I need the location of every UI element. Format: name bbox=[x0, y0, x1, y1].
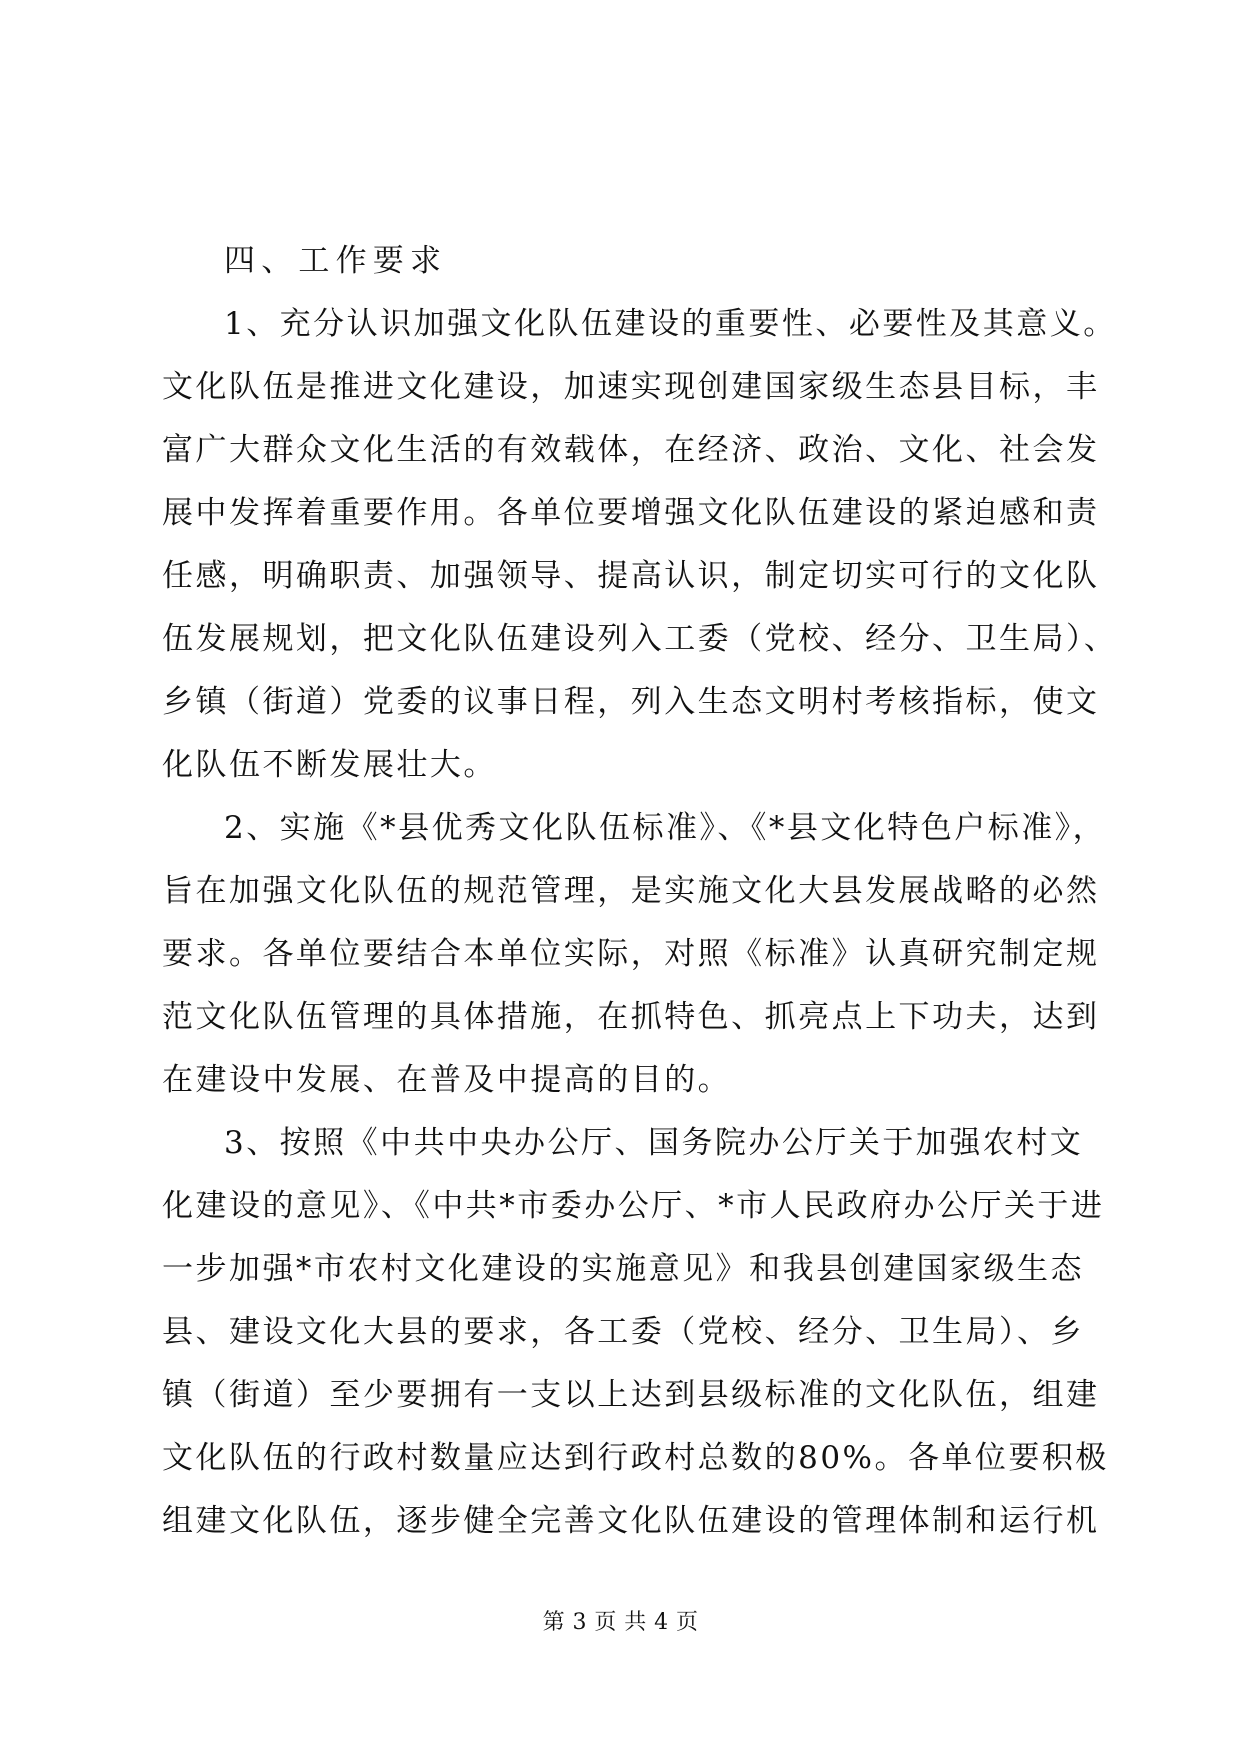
paragraph-line: 展中发挥着重要作用。各单位要增强文化队伍建设的紧迫感和责 bbox=[162, 495, 1100, 531]
paragraph-line: 乡镇（街道）党委的议事日程，列入生态文明村考核指标，使文 bbox=[162, 684, 1100, 720]
paragraph-line: 化建设的意见》、《中共*市委办公厅、*市人民政府办公厅关于进 bbox=[162, 1188, 1105, 1224]
page-number-footer: 第 3 页 共 4 页 bbox=[542, 1610, 699, 1635]
paragraph-line: 富广大群众文化生活的有效载体，在经济、政治、文化、社会发 bbox=[162, 432, 1100, 468]
section-heading: 四、工作要求 bbox=[224, 243, 448, 279]
paragraph-line: 2、实施《*县优秀文化队伍标准》、《*县文化特色户标准》， bbox=[224, 810, 1107, 846]
paragraph-line: 伍发展规划，把文化队伍建设列入工委（党校、经分、卫生局）、 bbox=[162, 621, 1118, 657]
paragraph-line: 任感，明确职责、加强领导、提高认识，制定切实可行的文化队 bbox=[162, 558, 1100, 594]
paragraph-line: 旨在加强文化队伍的规范管理，是实施文化大县发展战略的必然 bbox=[162, 873, 1100, 909]
paragraph-line: 3、按照《中共中央办公厅、国务院办公厅关于加强农村文 bbox=[224, 1125, 1084, 1161]
paragraph-line: 要求。各单位要结合本单位实际，对照《标准》认真研究制定规 bbox=[162, 936, 1100, 972]
paragraph-1 bbox=[162, 293, 1118, 797]
paragraph-3 bbox=[162, 1112, 1109, 1553]
paragraph-line: 化队伍不断发展壮大。 bbox=[162, 747, 497, 783]
paragraph-line: 1、充分认识加强文化队伍建设的重要性、必要性及其意义。 bbox=[224, 306, 1117, 342]
paragraph-line: 在建设中发展、在普及中提高的目的。 bbox=[162, 1062, 732, 1098]
paragraph-line: 文化队伍的行政村数量应达到行政村总数的80%。各单位要积极 bbox=[162, 1440, 1109, 1476]
paragraph-line: 县、建设文化大县的要求，各工委（党校、经分、卫生局）、乡 bbox=[162, 1314, 1084, 1350]
paragraph-2 bbox=[162, 797, 1107, 1112]
document-body bbox=[162, 230, 1118, 1553]
paragraph-line: 一步加强*市农村文化建设的实施意见》和我县创建国家级生态 bbox=[162, 1251, 1084, 1287]
paragraph-line: 组建文化队伍，逐步健全完善文化队伍建设的管理体制和运行机 bbox=[162, 1503, 1100, 1539]
paragraph-line: 文化队伍是推进文化建设，加速实现创建国家级生态县目标，丰 bbox=[162, 369, 1100, 405]
paragraph-line: 范文化队伍管理的具体措施，在抓特色、抓亮点上下功夫，达到 bbox=[162, 999, 1100, 1035]
paragraph-line: 镇（街道）至少要拥有一支以上达到县级标准的文化队伍，组建 bbox=[162, 1377, 1100, 1413]
